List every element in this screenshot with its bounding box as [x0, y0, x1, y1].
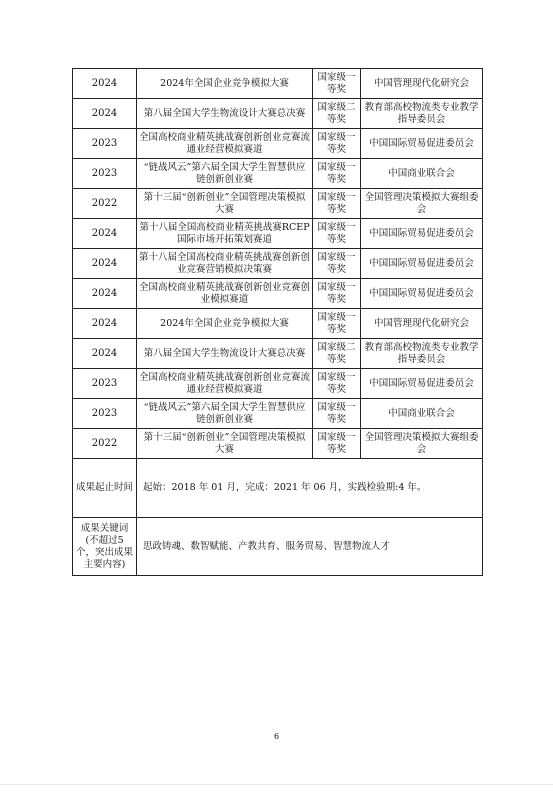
- award-year: 2022: [73, 429, 137, 459]
- award-organizer: 中国国际贸易促进委员会: [361, 249, 483, 279]
- award-name: 第八届全国大学生物流设计大赛总决赛: [137, 99, 313, 129]
- award-level: 国家级一等奖: [313, 159, 361, 189]
- keywords-value: 思政铸魂、数智赋能、产教共育、服务贸易、智慧物流人才: [137, 518, 483, 576]
- award-row: [73, 219, 483, 249]
- keywords-row: [73, 518, 483, 576]
- award-row: [73, 189, 483, 219]
- award-year: 2023: [73, 129, 137, 159]
- footer-rule: [0, 784, 553, 785]
- award-organizer: 中国国际贸易促进委员会: [361, 129, 483, 159]
- award-year: 2024: [73, 69, 137, 99]
- award-level: 国家级二等奖: [313, 99, 361, 129]
- award-level: 国家级一等奖: [313, 189, 361, 219]
- award-organizer: 中国管理现代化研究会: [361, 69, 483, 99]
- award-row: [73, 309, 483, 339]
- award-level: 国家级二等奖: [313, 339, 361, 369]
- award-level: 国家级一等奖: [313, 369, 361, 399]
- award-year: 2023: [73, 369, 137, 399]
- award-year: 2024: [73, 219, 137, 249]
- award-organizer: 中国管理现代化研究会: [361, 309, 483, 339]
- award-row: [73, 429, 483, 459]
- award-name: 第十三届“创新创业”全国管理决策模拟大赛: [137, 429, 313, 459]
- award-year: 2024: [73, 249, 137, 279]
- award-level: 国家级一等奖: [313, 399, 361, 429]
- award-organizer: 中国商业联合会: [361, 159, 483, 189]
- award-level: 国家级一等奖: [313, 69, 361, 99]
- award-name: 第十三届“创新创业”全国管理决策模拟大赛: [137, 189, 313, 219]
- award-name: 2024年全国企业竞争模拟大赛: [137, 309, 313, 339]
- award-level: 国家级一等奖: [313, 249, 361, 279]
- award-year: 2022: [73, 189, 137, 219]
- award-name: “链战风云”第六届全国大学生智慧供应链创新创业赛: [137, 399, 313, 429]
- award-year: 2024: [73, 279, 137, 309]
- award-name: “链战风云”第六届全国大学生智慧供应链创新创业赛: [137, 159, 313, 189]
- award-year: 2024: [73, 309, 137, 339]
- award-row: [73, 339, 483, 369]
- award-level: 国家级一等奖: [313, 309, 361, 339]
- award-level: 国家级一等奖: [313, 429, 361, 459]
- awards-table: [72, 68, 483, 576]
- page-number: 6: [273, 732, 280, 741]
- award-level: 国家级一等奖: [313, 219, 361, 249]
- award-name: 全国高校商业精英挑战赛创新创业竞赛流通业经营模拟赛道: [137, 369, 313, 399]
- award-organizer: 中国国际贸易促进委员会: [361, 279, 483, 309]
- award-organizer: 教育部高校物流类专业教学指导委员会: [361, 339, 483, 369]
- award-name: 全国高校商业精英挑战赛创新创业竞赛流通业经营模拟赛道: [137, 129, 313, 159]
- award-row: [73, 399, 483, 429]
- award-organizer: 中国国际贸易促进委员会: [361, 369, 483, 399]
- award-year: 2023: [73, 399, 137, 429]
- award-name: 第八届全国大学生物流设计大赛总决赛: [137, 339, 313, 369]
- award-organizer: 中国商业联合会: [361, 399, 483, 429]
- keywords-label: 成果关键词(不超过5个，突出成果主要内容): [73, 518, 137, 576]
- award-rows: [73, 69, 483, 459]
- award-name: 第十八届全国高校商业精英挑战赛创新创业竞赛营销模拟决策赛: [137, 249, 313, 279]
- period-label: 成果起止时间: [73, 459, 137, 518]
- period-row: [73, 459, 483, 518]
- award-row: [73, 279, 483, 309]
- award-row: [73, 159, 483, 189]
- award-row: [73, 249, 483, 279]
- award-name: 全国高校商业精英挑战赛创新创业竞赛创业模拟赛道: [137, 279, 313, 309]
- award-name: 2024年全国企业竞争模拟大赛: [137, 69, 313, 99]
- award-organizer: 教育部高校物流类专业教学指导委员会: [361, 99, 483, 129]
- award-row: [73, 129, 483, 159]
- award-organizer: 全国管理决策模拟大赛组委会: [361, 429, 483, 459]
- award-row: [73, 369, 483, 399]
- award-organizer: 全国管理决策模拟大赛组委会: [361, 189, 483, 219]
- award-row: [73, 69, 483, 99]
- award-name: 第十八届全国高校商业精英挑战赛RCEP国际市场开拓策划赛道: [137, 219, 313, 249]
- award-level: 国家级一等奖: [313, 129, 361, 159]
- award-level: 国家级一等奖: [313, 279, 361, 309]
- award-year: 2024: [73, 99, 137, 129]
- period-value: 起始：2018 年 01 月，完成：2021 年 06 月，实践检验期:4 年。: [137, 459, 483, 518]
- award-year: 2024: [73, 339, 137, 369]
- award-row: [73, 99, 483, 129]
- award-year: 2023: [73, 159, 137, 189]
- award-organizer: 中国国际贸易促进委员会: [361, 219, 483, 249]
